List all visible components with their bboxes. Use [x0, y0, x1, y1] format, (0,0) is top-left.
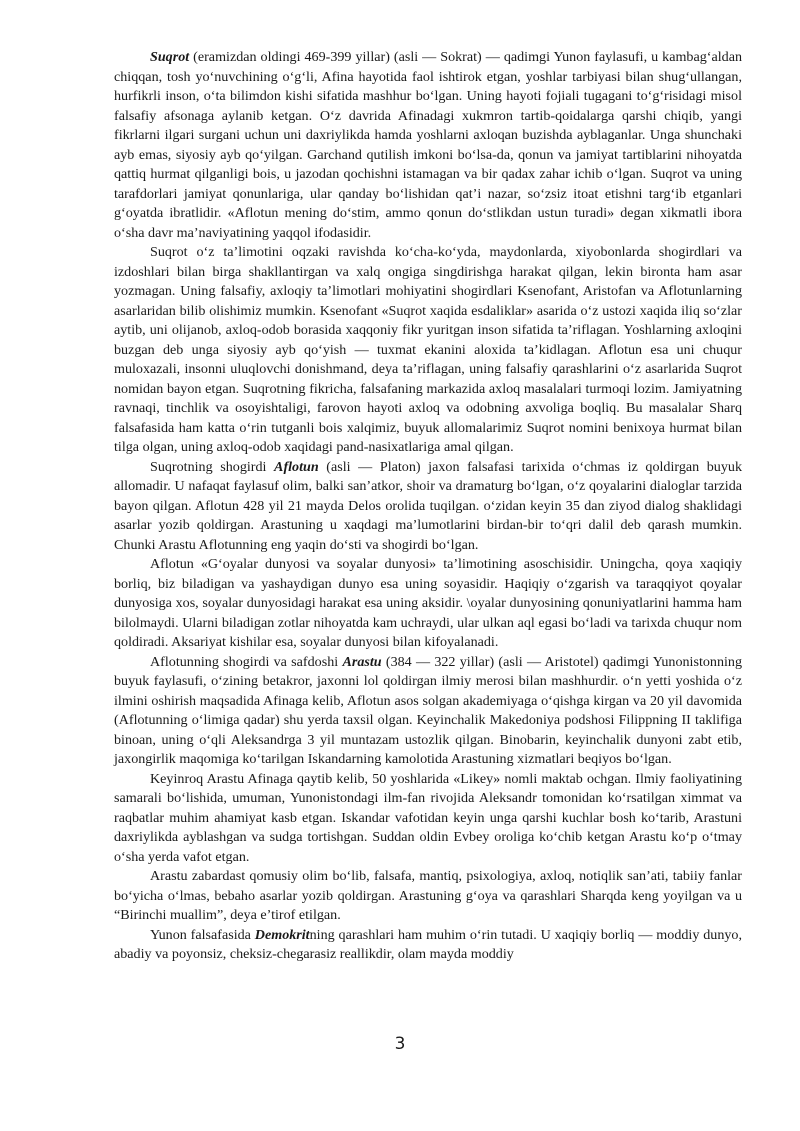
page-number: 3 — [394, 1034, 406, 1054]
emphasized-name: Demokrit — [254, 926, 310, 943]
emphasized-name: Suqrot — [150, 49, 190, 65]
paragraph-aflotun-ideas: Aflotun «G‘oyalar dunyosi va soyalar dunyosi» ta’limotining asoschisidir. Uningcha, qoya xaqiqiy borliq, biz biladigan va yashaydigan dunyo esa uning soyasidir. Haqiqiy o‘zgarish va taraqqiyot qoyalar dunyosiga xos, soyalar dunyosidagi harakat esa uning aksidir. \oyalar dunyosining qonuniyatlarini hamma ham bilolmaydi. Ularni biladigan zotlar nihoyatda kam uchraydi, ular ulkan aql egasi bo‘ladi va tarixda chuqur nom qoldiradi. Aksariyat kishilar esa, soyalar dunyosi bilan kifoyalanadi. — [114, 556, 742, 650]
paragraph-arastu-scholar: Arastu zabardast qomusiy olim bo‘lib, falsafa, mantiq, psixologiya, axloq, notiqlik san’ati, tabiiy fanlar bo‘yicha o‘lmas, bebaho asarlar yozib qoldirgan. Arastuning g‘oya va qarashlari Sharqda keng yoyilgan va u “Birinchi muallim”, deya e’tirof etilgan. — [114, 868, 742, 923]
paragraph-demokrit: Yunon falsafasida Demokritning qarashlari ham muhim o‘rin tutadi. U xaqiqiy borliq — moddiy dunyo, abadiy va poyonsiz, cheksiz-chegarasiz reallikdir, olam mayda moddiy — [114, 926, 742, 962]
emphasized-name: Aflotun — [274, 458, 319, 475]
paragraph-arastu-likey: Keyinroq Arastu Afinaga qaytib kelib, 50 yoshlarida «Likey» nomli maktab ochgan. Ilmiy faoliyatining samarali bo‘lishida, umuman, Yunonistondagi ilm-fan rivojida Aleksandr tomonidan ko‘rsatilgan ximmat va raqbatlar muhim ahamiyat kasb etgan. Iskandar vafotidan keyin unga qarshi kuchlar bosh ko‘tarib, Arastuni daxriylikda ayblashgan va sudga tortishgan. Suddan oldin Evbey oroliga ko‘chib ketgan Arastu ko‘p o‘tmay o‘sha yerda vafot etgan. — [114, 770, 742, 865]
paragraph-arastu-bio: Aflotunning shogirdi va safdoshi Arastu (384 — 322 yillar) (asli — Aristotel) qadimgi Yunonistonning buyuk faylasufi, o‘zining betakror, jaxonni lol qoldirgan ilmiy merosi bilan mashhurdir. o‘n yetti yoshida o‘z ilmini oshirish maqsadida Afinaga kelib, Aflotun asos solgan akademiyaga o‘qishga kirgan va 20 yil davomida (Aflotunning o‘limiga qadar) shu yerda taxsil olgan. Keyinchalik Makedoniya podshosi Filippning II taklifiga binoan, uning o‘qli Aleksandrga 3 yil muntazam ustozlik qilgan. Binobarin, keyinchalik dunyoni zabt etib, jaxongirlik maqomiga ko‘tarilgan Iskandarning kamolotida Arastuning xizmatlari beqiyos bo‘lgan. — [114, 653, 743, 767]
emphasized-name: Arastu — [342, 653, 382, 670]
paragraph-suqrot-teaching: Suqrot o‘z ta’limotini oqzaki ravishda ko‘cha-ko‘yda, maydonlarda, xiyobonlarda shogirdlari va izdoshlari bilan birga shakllantirgan va xalq ongiga singdirishga harakat qilgan, lekin bironta ham asar yozmagan. Uning falsafiy, axloqiy ta’limotlari mohiyatini shogirdlari Ksenofant, Aristofan va Aflotunlarning asarlaridan bilib olishimiz mumkin. Ksenofant «Suqrot xaqida esdaliklar» asarida o‘z ustozi xaqida iliq so‘zlar aytib, uni olijanob, axloq-odob borasida xaqqoniy fikr yuritgan inson sifatida ta’riflagan. Yoshlarning axloqini buzgan deb unga siyosiy ayb qo‘yish — tuxmat ekanini aloxida ta’kidlagan. Aflotun esa uni chuqur muloxazali, insonni uluqlovchi donishmand, deya ta’riflagan, uning falsafiy qarashlarini o‘z asarlarida Suqrot nomidan bayon etgan. Suqrotning fikricha, falsafaning markazida axloq masalalari turmoqi lozim. Jamiyatning ravnaqi, tinchlik va osoyishtaligi, farovon hayoti axloq va odobning axvoliga boqliq. Bu masalalar Sharq falsafasida ham katta o‘rin tutganli bois xalqimiz, buyuk allomalarimiz Suqrot nomini benixoya hurmat bilan tilga olgan, uning axloq-odob xaqidagi pand-nasixatlariga amal qilgan. — [114, 244, 742, 455]
paragraph-suqrot-bio: Suqrot (eramizdan oldingi 469-399 yillar) (asli — Sokrat) — qadimgi Yunon faylasufi, u kambag‘aldan chiqqan, tosh yo‘nuvchining o‘g‘li, Afina hayotida faol ishtirok etgan, yoshlar tarbiyasi bilan shug‘ullangan, hurfikrli inson, o‘ta bilimdon kishi sifatida mashhur bo‘lgan. Uning hayoti fojiali tugagani to‘g‘risidagi misol falsafiy afsonaga aylanib ketgan. O‘z davrida Afinadagi xukmron tartib-qoidalarga qarshi chiqib, yangi fikrlarni ilgari surgani uchun uni daxriylikda hamda yoshlarni axloqan buzishda ayblaganlar. Unga shunchaki ayb emas, siyosiy ayb qo‘yilgan. Garchand qutilish imkoni bo‘lsa-da, qonun va jamiyat tartiblarini nihoyatda qattiq hurmat qilganligi bois, u jazodan qochishni istamagan va bir qadax zahar ichib o‘lgan. Suqrot va uning tarafdorlari jamiyat qonunlariga, ular qanday bo‘lishidan qat’i nazar, so‘zsiz itoat etishni targ‘ib etganlari g‘oyatda ibratlidir. «Aflotun mening do‘stim, ammo qonun do‘stlikdan ustun turadi» degan xikmatli ibora o‘sha davr ma’naviyatining yaqqol ifodasidir. — [114, 49, 742, 241]
body-text — [114, 48, 742, 965]
paragraph-aflotun-bio: Suqrotning shogirdi Aflotun (asli — Platon) jaxon falsafasi tarixida o‘chmas iz qoldirgan buyuk allomadir. U nafaqat faylasuf olim, balki san’atkor, shoir va dramaturg bo‘lgan, o‘z qoyalarini dialoglar tarzida bayon qilgan. Aflotun 428 yil 21 mayda Delos orolida tuqilgan. o‘zidan keyin 35 dan ziyod dialog shaklidagi asarlar yozib qoldirgan. Arastuning u xaqdagi ma’lumotlarini birdan-bir to‘qri dalil deb qarash mumkin. Chunki Arastu Aflotunning eng yaqin do‘sti va shogirdi bo‘lgan. — [114, 458, 742, 553]
